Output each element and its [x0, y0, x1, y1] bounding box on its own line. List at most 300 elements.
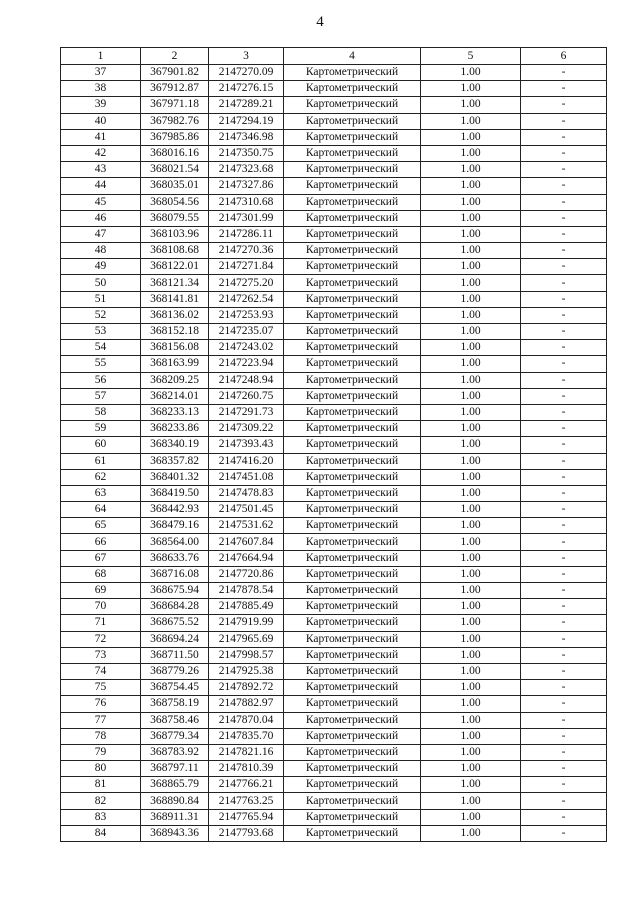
table-row: [61, 453, 607, 469]
point-number-cell: 84: [61, 825, 141, 841]
note-cell: -: [521, 809, 607, 825]
y-coordinate-cell: 2147262.54: [209, 291, 284, 307]
table-header-row: [61, 48, 607, 65]
x-coordinate-cell: 367985.86: [141, 129, 209, 145]
x-coordinate-cell: 368943.36: [141, 825, 209, 841]
table-row: [61, 307, 607, 323]
point-number-cell: 55: [61, 356, 141, 372]
method-cell: Картометрический: [284, 210, 421, 226]
x-coordinate-cell: 368716.08: [141, 566, 209, 582]
point-number-cell: 69: [61, 583, 141, 599]
table-row: [61, 113, 607, 129]
x-coordinate-cell: 368163.99: [141, 356, 209, 372]
point-number-cell: 54: [61, 340, 141, 356]
x-coordinate-cell: 368401.32: [141, 469, 209, 485]
table-row: [61, 647, 607, 663]
accuracy-cell: 1.00: [421, 761, 521, 777]
table-row: [61, 712, 607, 728]
table-row: [61, 761, 607, 777]
y-coordinate-cell: 2147998.57: [209, 647, 284, 663]
y-coordinate-cell: 2147270.36: [209, 243, 284, 259]
table-row: [61, 421, 607, 437]
table-row: [61, 324, 607, 340]
accuracy-cell: 1.00: [421, 566, 521, 582]
column-header: 4: [284, 48, 421, 65]
note-cell: -: [521, 599, 607, 615]
accuracy-cell: 1.00: [421, 744, 521, 760]
table-row: [61, 502, 607, 518]
note-cell: -: [521, 647, 607, 663]
accuracy-cell: 1.00: [421, 162, 521, 178]
note-cell: -: [521, 615, 607, 631]
note-cell: -: [521, 825, 607, 841]
point-number-cell: 56: [61, 372, 141, 388]
y-coordinate-cell: 2147766.21: [209, 777, 284, 793]
table-row: [61, 550, 607, 566]
y-coordinate-cell: 2147327.86: [209, 178, 284, 194]
table-row: [61, 663, 607, 679]
method-cell: Картометрический: [284, 615, 421, 631]
table-row: [61, 566, 607, 582]
note-cell: -: [521, 372, 607, 388]
table-row: [61, 243, 607, 259]
accuracy-cell: 1.00: [421, 647, 521, 663]
method-cell: Картометрический: [284, 712, 421, 728]
accuracy-cell: 1.00: [421, 145, 521, 161]
method-cell: Картометрический: [284, 809, 421, 825]
y-coordinate-cell: 2147243.02: [209, 340, 284, 356]
column-header: 1: [61, 48, 141, 65]
table-row: [61, 259, 607, 275]
method-cell: Картометрический: [284, 291, 421, 307]
point-number-cell: 75: [61, 680, 141, 696]
point-number-cell: 61: [61, 453, 141, 469]
table-row: [61, 356, 607, 372]
x-coordinate-cell: 368103.96: [141, 226, 209, 242]
x-coordinate-cell: 368209.25: [141, 372, 209, 388]
x-coordinate-cell: 367982.76: [141, 113, 209, 129]
method-cell: Картометрический: [284, 647, 421, 663]
y-coordinate-cell: 2147416.20: [209, 453, 284, 469]
method-cell: Картометрический: [284, 259, 421, 275]
point-number-cell: 62: [61, 469, 141, 485]
accuracy-cell: 1.00: [421, 324, 521, 340]
point-number-cell: 67: [61, 550, 141, 566]
accuracy-cell: 1.00: [421, 259, 521, 275]
accuracy-cell: 1.00: [421, 583, 521, 599]
y-coordinate-cell: 2147878.54: [209, 583, 284, 599]
method-cell: Картометрический: [284, 680, 421, 696]
accuracy-cell: 1.00: [421, 113, 521, 129]
note-cell: -: [521, 421, 607, 437]
method-cell: Картометрический: [284, 404, 421, 420]
y-coordinate-cell: 2147870.04: [209, 712, 284, 728]
column-header: 5: [421, 48, 521, 65]
method-cell: Картометрический: [284, 728, 421, 744]
accuracy-cell: 1.00: [421, 825, 521, 841]
accuracy-cell: 1.00: [421, 243, 521, 259]
y-coordinate-cell: 2147885.49: [209, 599, 284, 615]
note-cell: -: [521, 469, 607, 485]
accuracy-cell: 1.00: [421, 809, 521, 825]
x-coordinate-cell: 368340.19: [141, 437, 209, 453]
accuracy-cell: 1.00: [421, 291, 521, 307]
y-coordinate-cell: 2147260.75: [209, 388, 284, 404]
method-cell: Картометрический: [284, 550, 421, 566]
y-coordinate-cell: 2147289.21: [209, 97, 284, 113]
point-number-cell: 64: [61, 502, 141, 518]
point-number-cell: 51: [61, 291, 141, 307]
y-coordinate-cell: 2147720.86: [209, 566, 284, 582]
note-cell: -: [521, 761, 607, 777]
point-number-cell: 44: [61, 178, 141, 194]
table-row: [61, 631, 607, 647]
y-coordinate-cell: 2147531.62: [209, 518, 284, 534]
table-row: [61, 583, 607, 599]
y-coordinate-cell: 2147294.19: [209, 113, 284, 129]
y-coordinate-cell: 2147346.98: [209, 129, 284, 145]
note-cell: -: [521, 226, 607, 242]
y-coordinate-cell: 2147501.45: [209, 502, 284, 518]
accuracy-cell: 1.00: [421, 129, 521, 145]
method-cell: Картометрический: [284, 340, 421, 356]
point-number-cell: 83: [61, 809, 141, 825]
method-cell: Картометрический: [284, 275, 421, 291]
table-row: [61, 210, 607, 226]
y-coordinate-cell: 2147810.39: [209, 761, 284, 777]
y-coordinate-cell: 2147664.94: [209, 550, 284, 566]
note-cell: -: [521, 404, 607, 420]
table-row: [61, 809, 607, 825]
x-coordinate-cell: 368711.50: [141, 647, 209, 663]
x-coordinate-cell: 368108.68: [141, 243, 209, 259]
x-coordinate-cell: 368035.01: [141, 178, 209, 194]
point-number-cell: 77: [61, 712, 141, 728]
x-coordinate-cell: 368758.19: [141, 696, 209, 712]
method-cell: Картометрический: [284, 113, 421, 129]
table-row: [61, 793, 607, 809]
note-cell: -: [521, 453, 607, 469]
point-number-cell: 78: [61, 728, 141, 744]
table-row: [61, 162, 607, 178]
x-coordinate-cell: 368156.08: [141, 340, 209, 356]
method-cell: Картометрический: [284, 226, 421, 242]
x-coordinate-cell: 368021.54: [141, 162, 209, 178]
note-cell: -: [521, 97, 607, 113]
x-coordinate-cell: 368479.16: [141, 518, 209, 534]
point-number-cell: 52: [61, 307, 141, 323]
x-coordinate-cell: 367901.82: [141, 65, 209, 81]
note-cell: -: [521, 566, 607, 582]
accuracy-cell: 1.00: [421, 728, 521, 744]
note-cell: -: [521, 437, 607, 453]
table-row: [61, 129, 607, 145]
coordinates-table: [60, 47, 607, 842]
y-coordinate-cell: 2147223.94: [209, 356, 284, 372]
x-coordinate-cell: 368758.46: [141, 712, 209, 728]
point-number-cell: 68: [61, 566, 141, 582]
y-coordinate-cell: 2147393.43: [209, 437, 284, 453]
accuracy-cell: 1.00: [421, 421, 521, 437]
accuracy-cell: 1.00: [421, 453, 521, 469]
note-cell: -: [521, 340, 607, 356]
accuracy-cell: 1.00: [421, 356, 521, 372]
y-coordinate-cell: 2147286.11: [209, 226, 284, 242]
y-coordinate-cell: 2147451.08: [209, 469, 284, 485]
note-cell: -: [521, 388, 607, 404]
x-coordinate-cell: 368233.86: [141, 421, 209, 437]
table-row: [61, 275, 607, 291]
point-number-cell: 63: [61, 485, 141, 501]
table-row: [61, 534, 607, 550]
note-cell: -: [521, 194, 607, 210]
note-cell: -: [521, 744, 607, 760]
table-row: [61, 825, 607, 841]
point-number-cell: 38: [61, 81, 141, 97]
table-row: [61, 194, 607, 210]
point-number-cell: 43: [61, 162, 141, 178]
point-number-cell: 82: [61, 793, 141, 809]
accuracy-cell: 1.00: [421, 696, 521, 712]
x-coordinate-cell: 368054.56: [141, 194, 209, 210]
accuracy-cell: 1.00: [421, 178, 521, 194]
accuracy-cell: 1.00: [421, 210, 521, 226]
y-coordinate-cell: 2147253.93: [209, 307, 284, 323]
y-coordinate-cell: 2147478.83: [209, 485, 284, 501]
table-row: [61, 65, 607, 81]
accuracy-cell: 1.00: [421, 437, 521, 453]
method-cell: Картометрический: [284, 194, 421, 210]
x-coordinate-cell: 367971.18: [141, 97, 209, 113]
x-coordinate-cell: 368233.13: [141, 404, 209, 420]
y-coordinate-cell: 2147965.69: [209, 631, 284, 647]
y-coordinate-cell: 2147301.99: [209, 210, 284, 226]
note-cell: -: [521, 275, 607, 291]
table-row: [61, 485, 607, 501]
table-row: [61, 777, 607, 793]
accuracy-cell: 1.00: [421, 550, 521, 566]
point-number-cell: 40: [61, 113, 141, 129]
method-cell: Картометрический: [284, 65, 421, 81]
x-coordinate-cell: 368797.11: [141, 761, 209, 777]
table-row: [61, 340, 607, 356]
accuracy-cell: 1.00: [421, 226, 521, 242]
table-row: [61, 518, 607, 534]
y-coordinate-cell: 2147892.72: [209, 680, 284, 696]
method-cell: Картометрический: [284, 744, 421, 760]
y-coordinate-cell: 2147350.75: [209, 145, 284, 161]
y-coordinate-cell: 2147835.70: [209, 728, 284, 744]
table-row: [61, 728, 607, 744]
y-coordinate-cell: 2147882.97: [209, 696, 284, 712]
accuracy-cell: 1.00: [421, 599, 521, 615]
accuracy-cell: 1.00: [421, 469, 521, 485]
point-number-cell: 74: [61, 663, 141, 679]
accuracy-cell: 1.00: [421, 388, 521, 404]
page-number: 4: [316, 14, 324, 30]
method-cell: Картометрический: [284, 356, 421, 372]
point-number-cell: 50: [61, 275, 141, 291]
method-cell: Картометрический: [284, 502, 421, 518]
accuracy-cell: 1.00: [421, 663, 521, 679]
x-coordinate-cell: 368675.94: [141, 583, 209, 599]
point-number-cell: 58: [61, 404, 141, 420]
x-coordinate-cell: 368684.28: [141, 599, 209, 615]
accuracy-cell: 1.00: [421, 518, 521, 534]
table-row: [61, 97, 607, 113]
accuracy-cell: 1.00: [421, 793, 521, 809]
table-row: [61, 744, 607, 760]
accuracy-cell: 1.00: [421, 275, 521, 291]
method-cell: Картометрический: [284, 178, 421, 194]
method-cell: Картометрический: [284, 534, 421, 550]
accuracy-cell: 1.00: [421, 372, 521, 388]
table-row: [61, 696, 607, 712]
y-coordinate-cell: 2147275.20: [209, 275, 284, 291]
accuracy-cell: 1.00: [421, 307, 521, 323]
note-cell: -: [521, 65, 607, 81]
point-number-cell: 46: [61, 210, 141, 226]
point-number-cell: 81: [61, 777, 141, 793]
note-cell: -: [521, 712, 607, 728]
y-coordinate-cell: 2147793.68: [209, 825, 284, 841]
point-number-cell: 70: [61, 599, 141, 615]
y-coordinate-cell: 2147291.73: [209, 404, 284, 420]
note-cell: -: [521, 583, 607, 599]
accuracy-cell: 1.00: [421, 631, 521, 647]
note-cell: -: [521, 534, 607, 550]
y-coordinate-cell: 2147271.84: [209, 259, 284, 275]
method-cell: Картометрический: [284, 583, 421, 599]
point-number-cell: 39: [61, 97, 141, 113]
x-coordinate-cell: 368633.76: [141, 550, 209, 566]
point-number-cell: 60: [61, 437, 141, 453]
table-row: [61, 615, 607, 631]
note-cell: -: [521, 777, 607, 793]
note-cell: -: [521, 291, 607, 307]
y-coordinate-cell: 2147310.68: [209, 194, 284, 210]
accuracy-cell: 1.00: [421, 777, 521, 793]
point-number-cell: 73: [61, 647, 141, 663]
accuracy-cell: 1.00: [421, 81, 521, 97]
note-cell: -: [521, 356, 607, 372]
note-cell: -: [521, 243, 607, 259]
x-coordinate-cell: 368754.45: [141, 680, 209, 696]
point-number-cell: 48: [61, 243, 141, 259]
table-row: [61, 372, 607, 388]
method-cell: Картометрический: [284, 421, 421, 437]
note-cell: -: [521, 663, 607, 679]
accuracy-cell: 1.00: [421, 485, 521, 501]
table-row: [61, 437, 607, 453]
x-coordinate-cell: 368564.00: [141, 534, 209, 550]
accuracy-cell: 1.00: [421, 615, 521, 631]
note-cell: -: [521, 145, 607, 161]
method-cell: Картометрический: [284, 453, 421, 469]
table-row: [61, 81, 607, 97]
note-cell: -: [521, 550, 607, 566]
y-coordinate-cell: 2147276.15: [209, 81, 284, 97]
method-cell: Картометрический: [284, 518, 421, 534]
x-coordinate-cell: 368122.01: [141, 259, 209, 275]
point-number-cell: 53: [61, 324, 141, 340]
point-number-cell: 79: [61, 744, 141, 760]
y-coordinate-cell: 2147919.99: [209, 615, 284, 631]
x-coordinate-cell: 368136.02: [141, 307, 209, 323]
table-row: [61, 226, 607, 242]
note-cell: -: [521, 485, 607, 501]
x-coordinate-cell: 368079.55: [141, 210, 209, 226]
y-coordinate-cell: 2147765.94: [209, 809, 284, 825]
note-cell: -: [521, 518, 607, 534]
method-cell: Картометрический: [284, 566, 421, 582]
table-row: [61, 404, 607, 420]
point-number-cell: 59: [61, 421, 141, 437]
method-cell: Картометрический: [284, 599, 421, 615]
point-number-cell: 66: [61, 534, 141, 550]
point-number-cell: 57: [61, 388, 141, 404]
accuracy-cell: 1.00: [421, 340, 521, 356]
point-number-cell: 71: [61, 615, 141, 631]
point-number-cell: 41: [61, 129, 141, 145]
x-coordinate-cell: 368121.34: [141, 275, 209, 291]
note-cell: -: [521, 324, 607, 340]
method-cell: Картометрический: [284, 81, 421, 97]
point-number-cell: 42: [61, 145, 141, 161]
y-coordinate-cell: 2147309.22: [209, 421, 284, 437]
x-coordinate-cell: 368141.81: [141, 291, 209, 307]
method-cell: Картометрический: [284, 485, 421, 501]
method-cell: Картометрический: [284, 777, 421, 793]
accuracy-cell: 1.00: [421, 712, 521, 728]
point-number-cell: 47: [61, 226, 141, 242]
accuracy-cell: 1.00: [421, 194, 521, 210]
x-coordinate-cell: 368357.82: [141, 453, 209, 469]
method-cell: Картометрический: [284, 388, 421, 404]
table-row: [61, 599, 607, 615]
table-row: [61, 291, 607, 307]
x-coordinate-cell: 368694.24: [141, 631, 209, 647]
method-cell: Картометрический: [284, 761, 421, 777]
note-cell: -: [521, 307, 607, 323]
x-coordinate-cell: 368779.26: [141, 663, 209, 679]
column-header: 3: [209, 48, 284, 65]
x-coordinate-cell: 368890.84: [141, 793, 209, 809]
point-number-cell: 72: [61, 631, 141, 647]
method-cell: Картометрический: [284, 663, 421, 679]
x-coordinate-cell: 368152.18: [141, 324, 209, 340]
column-header: 6: [521, 48, 607, 65]
method-cell: Картометрический: [284, 793, 421, 809]
accuracy-cell: 1.00: [421, 65, 521, 81]
method-cell: Картометрический: [284, 162, 421, 178]
x-coordinate-cell: 368911.31: [141, 809, 209, 825]
point-number-cell: 76: [61, 696, 141, 712]
point-number-cell: 65: [61, 518, 141, 534]
note-cell: -: [521, 113, 607, 129]
y-coordinate-cell: 2147763.25: [209, 793, 284, 809]
note-cell: -: [521, 696, 607, 712]
note-cell: -: [521, 502, 607, 518]
accuracy-cell: 1.00: [421, 680, 521, 696]
note-cell: -: [521, 259, 607, 275]
x-coordinate-cell: 368779.34: [141, 728, 209, 744]
point-number-cell: 45: [61, 194, 141, 210]
note-cell: -: [521, 178, 607, 194]
y-coordinate-cell: 2147925.38: [209, 663, 284, 679]
note-cell: -: [521, 793, 607, 809]
x-coordinate-cell: 368442.93: [141, 502, 209, 518]
